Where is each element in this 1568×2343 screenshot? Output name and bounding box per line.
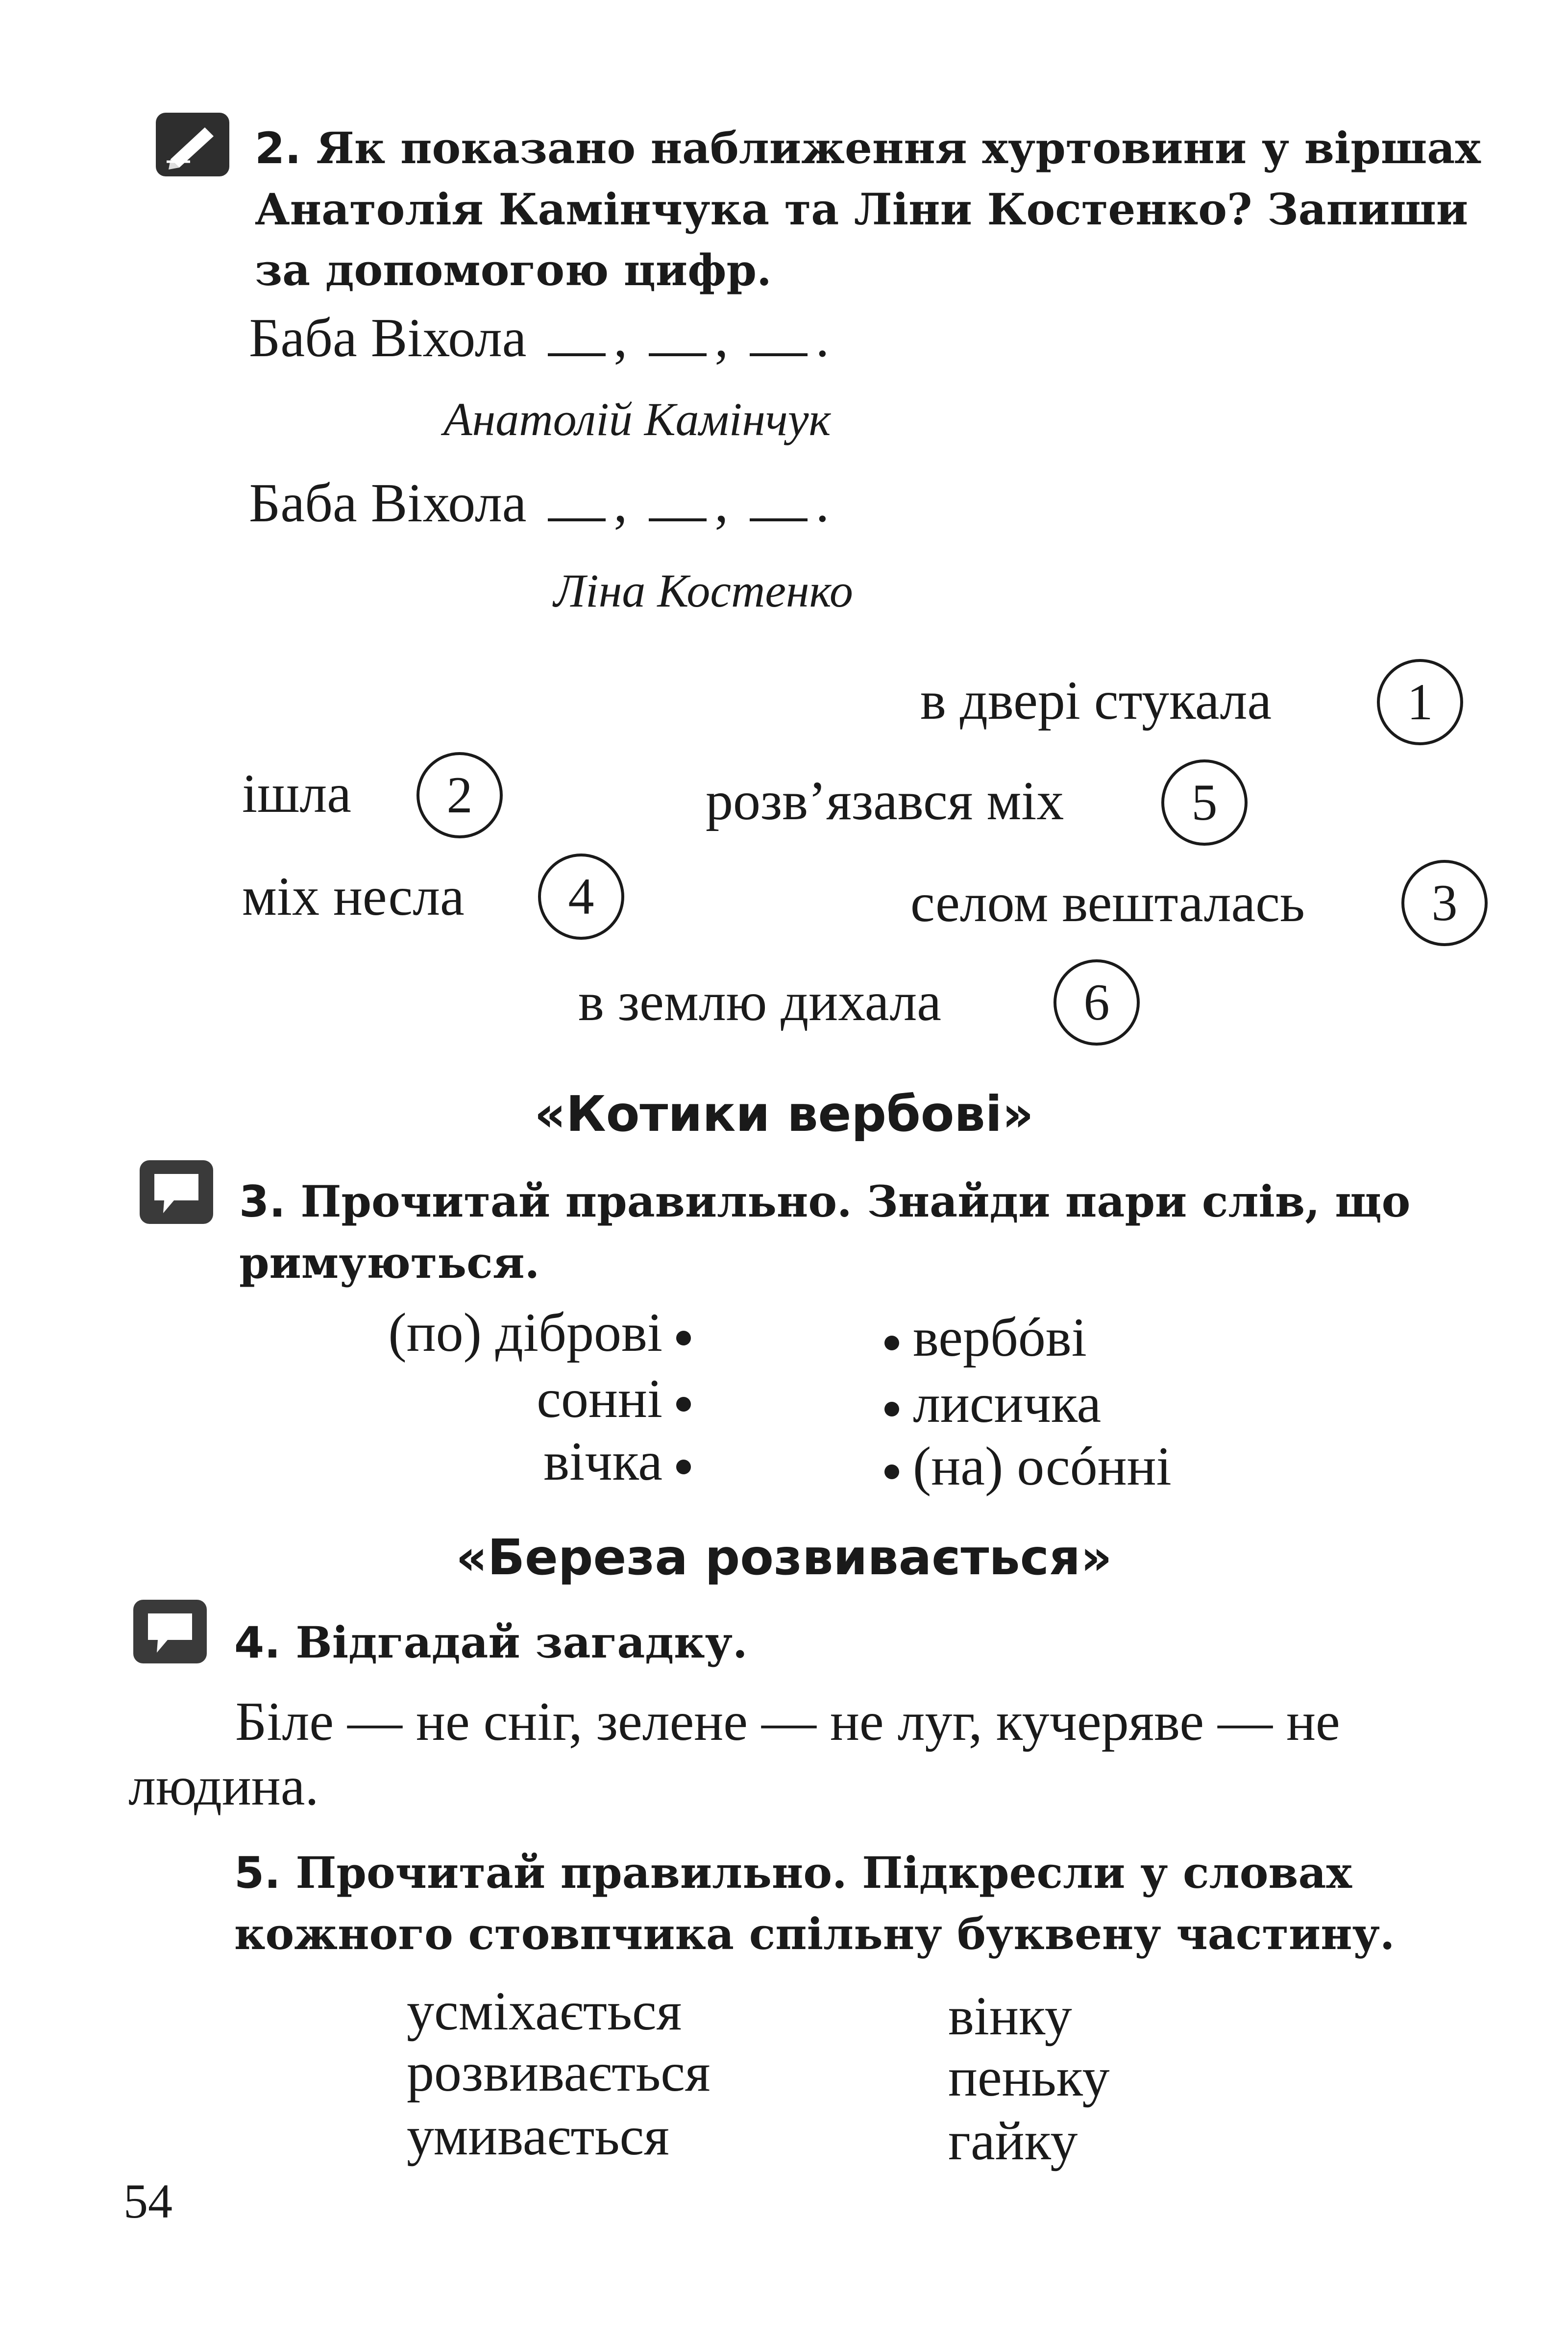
answer-blank[interactable] xyxy=(548,504,606,521)
task4-text: Відгадай загадку. xyxy=(295,1617,748,1668)
rhyme-left-2: сонні xyxy=(537,1367,691,1431)
pencil-write-icon xyxy=(156,113,229,176)
task5-question xyxy=(234,1842,1489,1964)
riddle-text: Біле — не сніг, зелене — не луг, кучеряве — не людина. xyxy=(128,1691,1340,1817)
phrase-5: розв’язався міх xyxy=(706,771,1064,831)
match-dot[interactable] xyxy=(676,1460,691,1474)
number-circle-6: 6 xyxy=(1054,959,1140,1046)
phrase-6: в землю дихала xyxy=(578,972,942,1032)
rhyme-right-1: вербóві xyxy=(884,1306,1087,1369)
answer-line-1-label: Баба Віхола xyxy=(249,308,527,368)
phrase-3: селом вешталась xyxy=(910,873,1305,933)
task2-text: Як показано наближення хуртовини у віршах Анатолія Камінчука та Ліни Костенко? Запиши за допомогою цифр. xyxy=(255,122,1481,295)
word-col1-1: усміхається xyxy=(407,1981,682,2042)
author-kaminchuk: Анатолій Камінчук xyxy=(443,393,831,445)
rhyme-left-1: (по) діброві xyxy=(388,1301,691,1365)
section-title-bereza: «Береза розвивається» xyxy=(456,1529,1112,1586)
speech-bubble-icon xyxy=(133,1600,207,1663)
page-number: 54 xyxy=(123,2174,172,2228)
word-col1-3: умивається xyxy=(407,2106,669,2167)
word-col1-2: розвивається xyxy=(407,2042,710,2103)
match-dot[interactable] xyxy=(884,1402,899,1416)
number-circle-1: 1 xyxy=(1377,659,1463,745)
number-circle-5: 5 xyxy=(1161,759,1248,846)
match-dot[interactable] xyxy=(884,1336,899,1350)
word-col2-3: гайку xyxy=(948,2111,1078,2172)
phrase-1: в двері стукала xyxy=(920,670,1272,731)
answer-blank[interactable] xyxy=(750,339,808,356)
rhyme-left-3: вічка xyxy=(543,1430,691,1493)
phrase-4: міх несла xyxy=(242,866,465,927)
task4-question xyxy=(234,1612,748,1673)
answer-line-1: Баба Віхола , , . xyxy=(249,308,830,368)
number-circle-2: 2 xyxy=(416,752,503,838)
task5-text: Прочитай правильно. Підкресли у словах кожного стовпчика спільну буквену частину. xyxy=(234,1847,1395,1959)
answer-line-2: Баба Віхола , , . xyxy=(249,473,830,534)
match-dot[interactable] xyxy=(676,1397,691,1412)
task2-number: 2. xyxy=(255,123,301,173)
phrase-2: ішла xyxy=(242,763,351,824)
rhyme-right-2: лисичка xyxy=(884,1372,1101,1436)
answer-line-2-label: Баба Віхола xyxy=(249,473,527,534)
task2-question xyxy=(255,118,1509,300)
word-col2-2: пеньку xyxy=(948,2047,1110,2108)
speech-bubble-icon xyxy=(140,1160,213,1224)
section-title-kotyky: «Котики вербові» xyxy=(534,1085,1034,1143)
answer-blank[interactable] xyxy=(649,339,707,356)
task4-number: 4. xyxy=(234,1617,281,1668)
task3-number: 3. xyxy=(239,1176,286,1227)
author-kostenko: Ліна Костенко xyxy=(554,564,853,617)
answer-blank[interactable] xyxy=(750,504,808,521)
task3-text: Прочитай правильно. Знайди пари слів, що римуються. xyxy=(239,1176,1411,1288)
answer-blank[interactable] xyxy=(649,504,707,521)
number-circle-3: 3 xyxy=(1401,860,1488,946)
word-col2-1: вінку xyxy=(948,1986,1072,2047)
match-dot[interactable] xyxy=(676,1331,691,1345)
match-dot[interactable] xyxy=(884,1464,899,1479)
task5-number: 5. xyxy=(234,1848,281,1898)
number-circle-4: 4 xyxy=(538,854,624,940)
task3-question xyxy=(239,1171,1494,1293)
rhyme-right-3: (на) осóнні xyxy=(884,1435,1172,1498)
answer-blank[interactable] xyxy=(548,339,606,356)
